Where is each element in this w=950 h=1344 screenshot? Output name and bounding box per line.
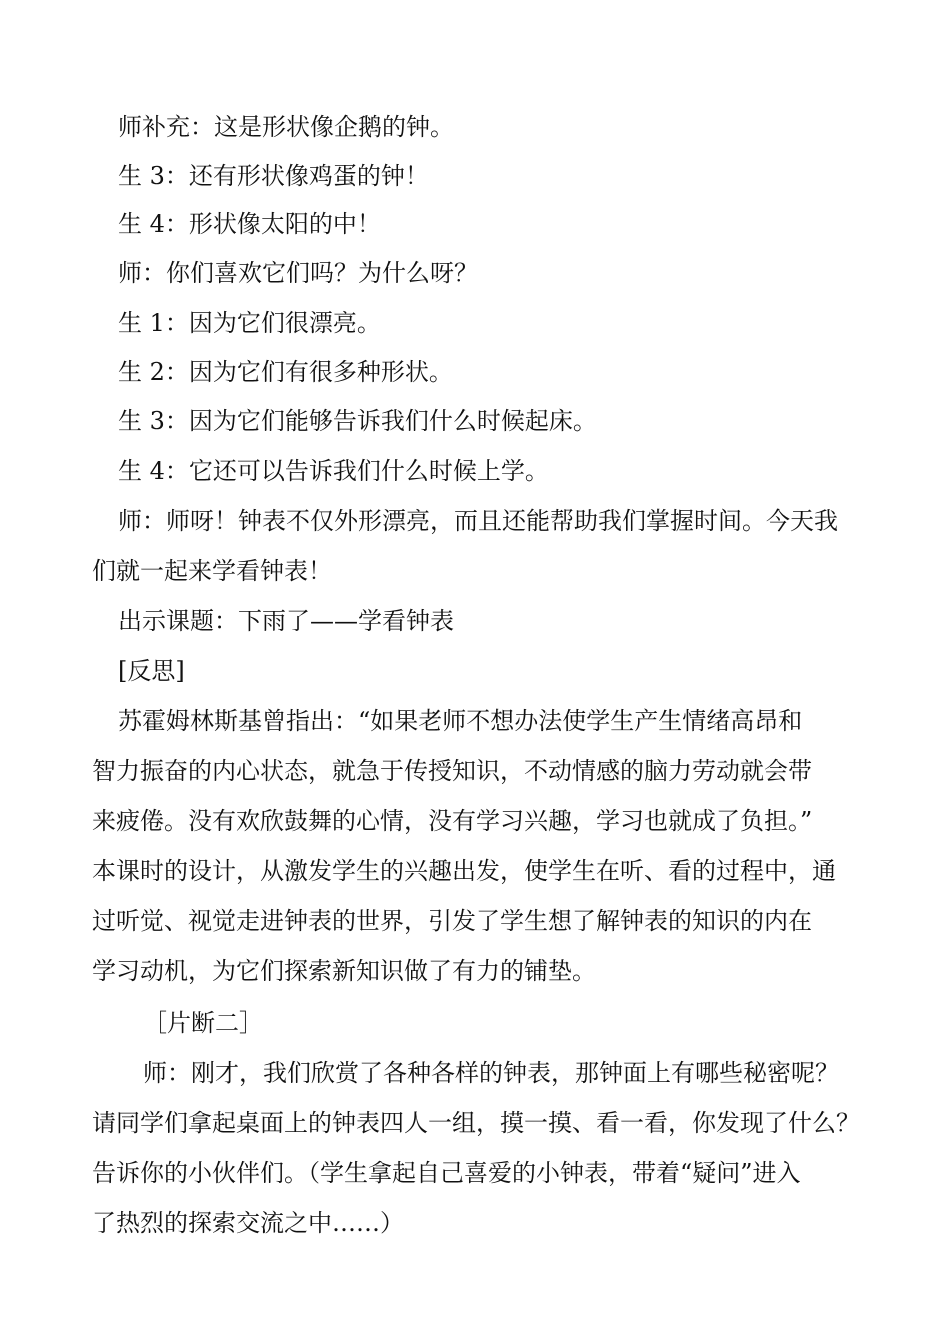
dialogue-line-teacher-supplement: 师补充：这是形状像企鹅的钟。 — [118, 113, 454, 141]
dialogue-line-teacher-summary: 师：师呀！钟表不仅外形漂亮，而且还能帮助我们掌握时间。今天我 — [118, 507, 838, 535]
dialogue-line-student4-answer: 生 4：它还可以告诉我们什么时候上学。 — [118, 457, 549, 485]
reflection-paragraph-line: 过听觉、视觉走进钟表的世界，引发了学生想了解钟表的知识的内在 — [92, 907, 812, 935]
reflection-heading: [反思] — [118, 657, 185, 685]
reflection-paragraph-line: 智力振奋的内心状态，就急于传授知识，不动情感的脑力劳动就会带 — [92, 757, 812, 785]
dialogue-line-student3: 生 3：还有形状像鸡蛋的钟！ — [118, 162, 429, 190]
dialogue-line-teacher-question: 师：你们喜欢它们吗？为什么呀？ — [118, 259, 478, 287]
reflection-paragraph-line: 来疲倦。没有欢欣鼓舞的心情，没有学习兴趣，学习也就成了负担。” — [92, 807, 813, 835]
dialogue-line-student2-answer: 生 2：因为它们有很多种形状。 — [118, 358, 453, 386]
lesson-title-line: 出示课题：下雨了——学看钟表 — [118, 607, 454, 635]
fragment-paragraph-line: 告诉你的小伙伴们。（学生拿起自己喜爱的小钟表，带着“疑问”进入 — [92, 1159, 801, 1187]
dialogue-line-student4: 生 4：形状像太阳的中！ — [118, 210, 381, 238]
dialogue-line-teacher-summary-cont: 们就一起来学看钟表！ — [92, 557, 332, 585]
reflection-paragraph-line: 苏霍姆林斯基曾指出：“如果老师不想办法使学生产生情绪高昂和 — [118, 707, 803, 735]
dialogue-line-student3-answer: 生 3：因为它们能够告诉我们什么时候起床。 — [118, 407, 597, 435]
reflection-paragraph-line: 学习动机，为它们探索新知识做了有力的铺垫。 — [92, 957, 596, 985]
fragment-paragraph-line: 师：刚才，我们欣赏了各种各样的钟表，那钟面上有哪些秘密呢？ — [143, 1059, 839, 1087]
fragment-paragraph-line: 了热烈的探索交流之中……） — [92, 1209, 404, 1237]
fragment-paragraph-line: 请同学们拿起桌面上的钟表四人一组，摸一摸、看一看，你发现了什么？ — [92, 1109, 860, 1137]
fragment-two-heading: ［片断二］ — [143, 1009, 263, 1037]
reflection-paragraph-line: 本课时的设计，从激发学生的兴趣出发，使学生在听、看的过程中，通 — [92, 857, 836, 885]
dialogue-line-student1-answer: 生 1：因为它们很漂亮。 — [118, 309, 381, 337]
